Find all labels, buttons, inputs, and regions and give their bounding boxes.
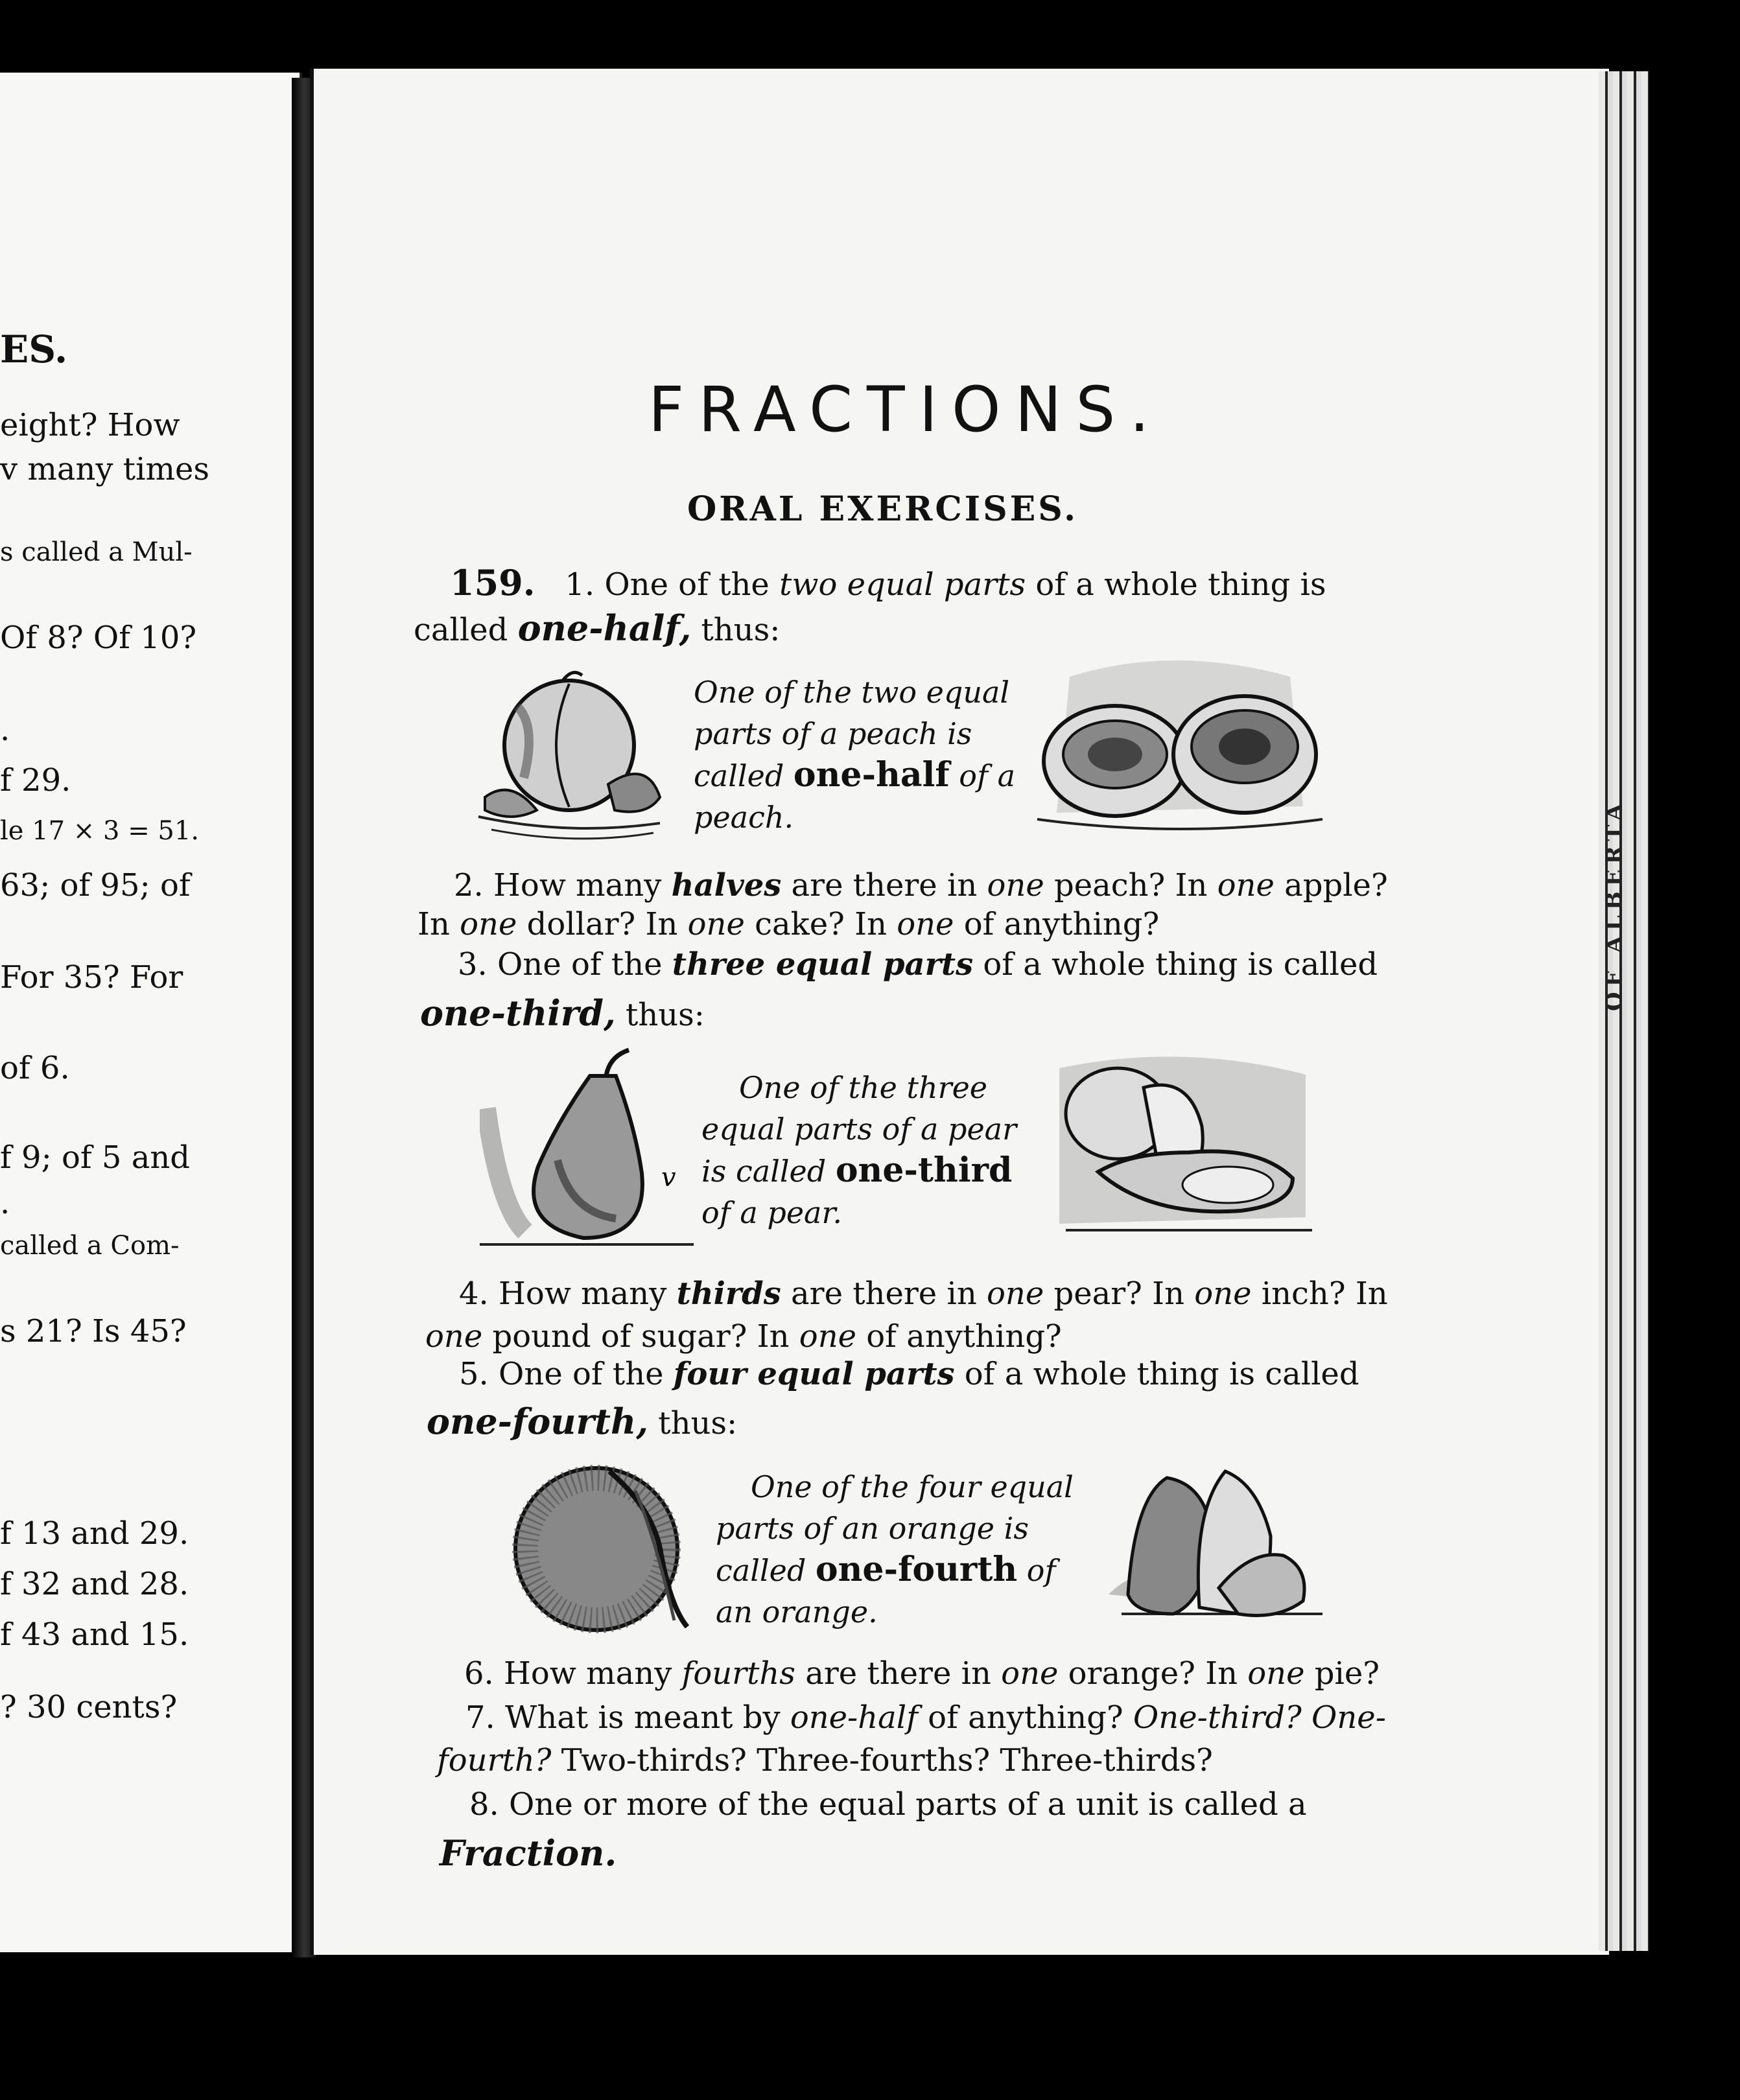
- paragraph-5-line-2: one-fourth, thus:: [427, 1401, 738, 1442]
- left-line: .: [0, 1185, 10, 1221]
- left-line: s called a Mul-: [0, 537, 193, 567]
- paragraph-5-line-1: 5. One of the four equal parts of a whole thing is called: [459, 1356, 1359, 1392]
- left-line: f 13 and 29.: [0, 1515, 189, 1552]
- section-heading: ORAL EXERCISES.: [687, 489, 1079, 529]
- pear-sliced-illustration: [1046, 1049, 1319, 1243]
- caption-orange: One of the four equal parts of an orange is called one-fourth of an orange.: [716, 1469, 1074, 1629]
- library-stamp: OF ALBERTA: [1601, 798, 1627, 1011]
- paragraph-6: 6. How many fourths are there in one orange? In one pie?: [464, 1655, 1380, 1692]
- paragraph-2-line-1: 2. How many halves are there in one peach? In one apple?: [454, 867, 1388, 904]
- left-line: s 21? Is 45?: [0, 1313, 187, 1349]
- left-line: ? 30 cents?: [0, 1689, 178, 1725]
- paragraph-4-line-1: 4. How many thirds are there in one pear? In one inch? In: [459, 1276, 1388, 1312]
- paragraph-3-line-1: 3. One of the three equal parts of a whole thing is called: [458, 946, 1378, 983]
- paragraph-8-line-2: [440, 1834, 617, 1872]
- peach-halves-illustration: [1031, 651, 1329, 839]
- left-line: called a Com-: [0, 1231, 180, 1261]
- left-line: eight? How: [0, 407, 180, 443]
- left-line: v many times: [0, 451, 209, 487]
- paragraph-7-line-1: 7. What is meant by one-half of anything? One-third? One-: [465, 1699, 1386, 1736]
- orange-quartered-illustration: [1109, 1458, 1329, 1640]
- svg-text:v: v: [661, 1163, 676, 1193]
- paragraph-1-line-1: 159. 1. One of the two equal parts of a whole thing is: [450, 562, 1326, 603]
- left-line: Of 8? Of 10?: [0, 620, 197, 656]
- paragraph-3-line-2: one-third, thus:: [420, 992, 705, 1034]
- left-line: 63; of 95; of: [0, 867, 191, 904]
- left-line: f 29.: [0, 762, 71, 799]
- left-line: .: [0, 712, 10, 748]
- paragraph-8-line-1: 8. One or more of the equal parts of a unit is called a: [469, 1786, 1307, 1823]
- left-page: [0, 73, 302, 1952]
- left-line: f 32 and 28.: [0, 1566, 189, 1602]
- paragraph-2-line-2: In one dollar? In one cake? In one of anything?: [417, 906, 1160, 942]
- pear-whole-illustration: [480, 1044, 694, 1257]
- paragraph-4-line-2: one pound of sugar? In one of anything?: [425, 1318, 1062, 1355]
- paragraph-7-line-2: fourth? Two-thirds? Three-fourths? Three-thirds?: [437, 1742, 1213, 1779]
- left-line: of 6.: [0, 1050, 70, 1086]
- page-title: FRACTIONS.: [648, 373, 1164, 446]
- section-number: 159.: [450, 562, 535, 603]
- caption-pear: One of the three equal parts of a pear is called one-third of a pear.: [701, 1070, 1017, 1230]
- orange-peeling-illustration: [506, 1458, 700, 1640]
- peach-whole-illustration: [465, 668, 679, 849]
- term-fraction: Fraction.: [440, 1832, 617, 1874]
- left-line: f 43 and 15.: [0, 1616, 189, 1653]
- caption-peach: One of the two equal parts of a peach is called one-half of a peach.: [694, 675, 1016, 835]
- page-edge: [1599, 71, 1649, 1951]
- left-line: le 17 × 3 = 51.: [0, 816, 200, 846]
- left-line: f 9; of 5 and: [0, 1139, 190, 1176]
- paragraph-1-line-2: called one-half, thus:: [414, 607, 781, 649]
- left-line: For 35? For: [0, 959, 183, 996]
- left-line: ES.: [0, 327, 68, 371]
